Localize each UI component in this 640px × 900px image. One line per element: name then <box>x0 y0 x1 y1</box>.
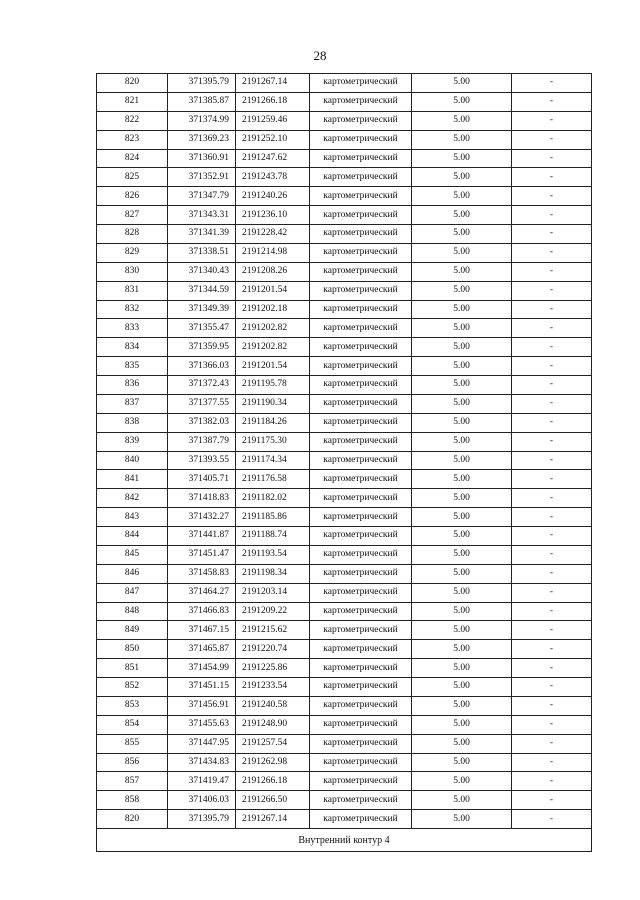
x-coordinate-cell: 371382.03 <box>168 413 236 432</box>
accuracy-cell: 5.00 <box>412 394 512 413</box>
description-cell: - <box>512 451 592 470</box>
method-cell: картометрический <box>310 715 412 734</box>
x-coordinate-cell: 371341.39 <box>168 225 236 244</box>
y-coordinate-cell: 2191220.74 <box>236 640 310 659</box>
y-coordinate-cell: 2191248.90 <box>236 715 310 734</box>
method-cell: картометрический <box>310 281 412 300</box>
accuracy-cell: 5.00 <box>412 753 512 772</box>
contour-label: Внутренний контур 4 <box>97 829 592 852</box>
table-row <box>97 243 592 262</box>
y-coordinate-cell: 2191203.14 <box>236 583 310 602</box>
point-number-cell: 822 <box>97 111 168 130</box>
description-cell: - <box>512 508 592 527</box>
point-number-cell: 841 <box>97 470 168 489</box>
point-number-cell: 832 <box>97 300 168 319</box>
point-number-cell: 827 <box>97 206 168 225</box>
x-coordinate-cell: 371434.83 <box>168 753 236 772</box>
accuracy-cell: 5.00 <box>412 187 512 206</box>
description-cell: - <box>512 791 592 810</box>
accuracy-cell: 5.00 <box>412 640 512 659</box>
x-coordinate-cell: 371393.55 <box>168 451 236 470</box>
y-coordinate-cell: 2191233.54 <box>236 678 310 697</box>
description-cell: - <box>512 696 592 715</box>
description-cell: - <box>512 432 592 451</box>
table-row <box>97 583 592 602</box>
table-row <box>97 791 592 810</box>
x-coordinate-cell: 371455.63 <box>168 715 236 734</box>
table-row <box>97 508 592 527</box>
description-cell: - <box>512 640 592 659</box>
point-number-cell: 824 <box>97 149 168 168</box>
table-row <box>97 111 592 130</box>
method-cell: картометрический <box>310 206 412 225</box>
y-coordinate-cell: 2191267.14 <box>236 810 310 829</box>
description-cell: - <box>512 583 592 602</box>
x-coordinate-cell: 371340.43 <box>168 262 236 281</box>
point-number-cell: 831 <box>97 281 168 300</box>
y-coordinate-cell: 2191185.86 <box>236 508 310 527</box>
description-cell: - <box>512 810 592 829</box>
point-number-cell: 842 <box>97 489 168 508</box>
description-cell: - <box>512 602 592 621</box>
y-coordinate-cell: 2191201.54 <box>236 357 310 376</box>
x-coordinate-cell: 371451.15 <box>168 678 236 697</box>
x-coordinate-cell: 371360.91 <box>168 149 236 168</box>
y-coordinate-cell: 2191266.50 <box>236 791 310 810</box>
method-cell: картометрический <box>310 545 412 564</box>
y-coordinate-cell: 2191266.18 <box>236 772 310 791</box>
y-coordinate-cell: 2191267.14 <box>236 74 310 93</box>
description-cell: - <box>512 621 592 640</box>
point-number-cell: 853 <box>97 696 168 715</box>
accuracy-cell: 5.00 <box>412 168 512 187</box>
y-coordinate-cell: 2191175.30 <box>236 432 310 451</box>
point-number-cell: 849 <box>97 621 168 640</box>
x-coordinate-cell: 371344.59 <box>168 281 236 300</box>
x-coordinate-cell: 371347.79 <box>168 187 236 206</box>
method-cell: картометрический <box>310 74 412 93</box>
method-cell: картометрический <box>310 149 412 168</box>
point-number-cell: 844 <box>97 527 168 546</box>
table-row <box>97 564 592 583</box>
point-number-cell: 823 <box>97 130 168 149</box>
table-row <box>97 74 592 93</box>
x-coordinate-cell: 371419.47 <box>168 772 236 791</box>
y-coordinate-cell: 2191195.78 <box>236 376 310 395</box>
method-cell: картометрический <box>310 243 412 262</box>
coordinates-table <box>96 73 592 852</box>
table-row <box>97 810 592 829</box>
y-coordinate-cell: 2191240.26 <box>236 187 310 206</box>
table-footer-row <box>97 829 592 852</box>
method-cell: картометрический <box>310 678 412 697</box>
method-cell: картометрический <box>310 394 412 413</box>
x-coordinate-cell: 371369.23 <box>168 130 236 149</box>
point-number-cell: 836 <box>97 376 168 395</box>
accuracy-cell: 5.00 <box>412 678 512 697</box>
x-coordinate-cell: 371372.43 <box>168 376 236 395</box>
y-coordinate-cell: 2191193.54 <box>236 545 310 564</box>
y-coordinate-cell: 2191257.54 <box>236 734 310 753</box>
method-cell: картометрический <box>310 338 412 357</box>
table-row <box>97 300 592 319</box>
accuracy-cell: 5.00 <box>412 92 512 111</box>
accuracy-cell: 5.00 <box>412 810 512 829</box>
x-coordinate-cell: 371343.31 <box>168 206 236 225</box>
y-coordinate-cell: 2191202.82 <box>236 338 310 357</box>
method-cell: картометрический <box>310 376 412 395</box>
table-row <box>97 413 592 432</box>
method-cell: картометрический <box>310 659 412 678</box>
method-cell: картометрический <box>310 508 412 527</box>
x-coordinate-cell: 371395.79 <box>168 74 236 93</box>
table-row <box>97 394 592 413</box>
accuracy-cell: 5.00 <box>412 470 512 489</box>
y-coordinate-cell: 2191243.78 <box>236 168 310 187</box>
point-number-cell: 855 <box>97 734 168 753</box>
point-number-cell: 820 <box>97 810 168 829</box>
description-cell: - <box>512 545 592 564</box>
accuracy-cell: 5.00 <box>412 338 512 357</box>
method-cell: картометрический <box>310 470 412 489</box>
accuracy-cell: 5.00 <box>412 413 512 432</box>
table-row <box>97 130 592 149</box>
accuracy-cell: 5.00 <box>412 602 512 621</box>
method-cell: картометрический <box>310 262 412 281</box>
description-cell: - <box>512 734 592 753</box>
point-number-cell: 851 <box>97 659 168 678</box>
table-row <box>97 281 592 300</box>
description-cell: - <box>512 300 592 319</box>
table-row <box>97 545 592 564</box>
page-number: 28 <box>313 48 327 63</box>
point-number-cell: 852 <box>97 678 168 697</box>
method-cell: картометрический <box>310 564 412 583</box>
accuracy-cell: 5.00 <box>412 432 512 451</box>
method-cell: картометрический <box>310 300 412 319</box>
x-coordinate-cell: 371432.27 <box>168 508 236 527</box>
table-row <box>97 640 592 659</box>
description-cell: - <box>512 489 592 508</box>
point-number-cell: 846 <box>97 564 168 583</box>
accuracy-cell: 5.00 <box>412 696 512 715</box>
description-cell: - <box>512 376 592 395</box>
description-cell: - <box>512 678 592 697</box>
x-coordinate-cell: 371464.27 <box>168 583 236 602</box>
description-cell: - <box>512 74 592 93</box>
x-coordinate-cell: 371385.87 <box>168 92 236 111</box>
table-row <box>97 715 592 734</box>
method-cell: картометрический <box>310 734 412 753</box>
accuracy-cell: 5.00 <box>412 659 512 678</box>
description-cell: - <box>512 413 592 432</box>
x-coordinate-cell: 371456.91 <box>168 696 236 715</box>
description-cell: - <box>512 564 592 583</box>
point-number-cell: 820 <box>97 74 168 93</box>
y-coordinate-cell: 2191215.62 <box>236 621 310 640</box>
description-cell: - <box>512 527 592 546</box>
point-number-cell: 847 <box>97 583 168 602</box>
table-row <box>97 470 592 489</box>
point-number-cell: 825 <box>97 168 168 187</box>
method-cell: картометрический <box>310 451 412 470</box>
y-coordinate-cell: 2191228.42 <box>236 225 310 244</box>
method-cell: картометрический <box>310 111 412 130</box>
table-row <box>97 149 592 168</box>
table-row <box>97 659 592 678</box>
method-cell: картометрический <box>310 489 412 508</box>
method-cell: картометрический <box>310 753 412 772</box>
table-row <box>97 262 592 281</box>
y-coordinate-cell: 2191182.02 <box>236 489 310 508</box>
accuracy-cell: 5.00 <box>412 508 512 527</box>
y-coordinate-cell: 2191176.58 <box>236 470 310 489</box>
method-cell: картометрический <box>310 810 412 829</box>
method-cell: картометрический <box>310 791 412 810</box>
table-row <box>97 602 592 621</box>
description-cell: - <box>512 357 592 376</box>
accuracy-cell: 5.00 <box>412 621 512 640</box>
point-number-cell: 821 <box>97 92 168 111</box>
point-number-cell: 829 <box>97 243 168 262</box>
description-cell: - <box>512 470 592 489</box>
y-coordinate-cell: 2191202.82 <box>236 319 310 338</box>
y-coordinate-cell: 2191174.34 <box>236 451 310 470</box>
table-row <box>97 734 592 753</box>
accuracy-cell: 5.00 <box>412 734 512 753</box>
y-coordinate-cell: 2191184.26 <box>236 413 310 432</box>
accuracy-cell: 5.00 <box>412 357 512 376</box>
y-coordinate-cell: 2191202.18 <box>236 300 310 319</box>
method-cell: картометрический <box>310 583 412 602</box>
point-number-cell: 826 <box>97 187 168 206</box>
y-coordinate-cell: 2191247.62 <box>236 149 310 168</box>
method-cell: картометрический <box>310 621 412 640</box>
y-coordinate-cell: 2191236.10 <box>236 206 310 225</box>
accuracy-cell: 5.00 <box>412 545 512 564</box>
table-row <box>97 168 592 187</box>
coordinates-table-body <box>97 74 592 829</box>
y-coordinate-cell: 2191208.26 <box>236 262 310 281</box>
table-row <box>97 772 592 791</box>
x-coordinate-cell: 371466.83 <box>168 602 236 621</box>
table-row <box>97 206 592 225</box>
table-row <box>97 451 592 470</box>
x-coordinate-cell: 371352.91 <box>168 168 236 187</box>
point-number-cell: 858 <box>97 791 168 810</box>
description-cell: - <box>512 225 592 244</box>
x-coordinate-cell: 371374.99 <box>168 111 236 130</box>
x-coordinate-cell: 371387.79 <box>168 432 236 451</box>
description-cell: - <box>512 659 592 678</box>
accuracy-cell: 5.00 <box>412 715 512 734</box>
x-coordinate-cell: 371359.95 <box>168 338 236 357</box>
point-number-cell: 840 <box>97 451 168 470</box>
point-number-cell: 854 <box>97 715 168 734</box>
accuracy-cell: 5.00 <box>412 376 512 395</box>
description-cell: - <box>512 338 592 357</box>
method-cell: картометрический <box>310 130 412 149</box>
accuracy-cell: 5.00 <box>412 149 512 168</box>
method-cell: картометрический <box>310 225 412 244</box>
method-cell: картометрический <box>310 602 412 621</box>
point-number-cell: 845 <box>97 545 168 564</box>
table-row <box>97 527 592 546</box>
accuracy-cell: 5.00 <box>412 772 512 791</box>
table-row <box>97 376 592 395</box>
method-cell: картометрический <box>310 187 412 206</box>
accuracy-cell: 5.00 <box>412 319 512 338</box>
table-row <box>97 432 592 451</box>
table-row <box>97 696 592 715</box>
point-number-cell: 857 <box>97 772 168 791</box>
accuracy-cell: 5.00 <box>412 583 512 602</box>
accuracy-cell: 5.00 <box>412 489 512 508</box>
x-coordinate-cell: 371441.87 <box>168 527 236 546</box>
y-coordinate-cell: 2191198.34 <box>236 564 310 583</box>
description-cell: - <box>512 394 592 413</box>
point-number-cell: 830 <box>97 262 168 281</box>
method-cell: картометрический <box>310 92 412 111</box>
x-coordinate-cell: 371405.71 <box>168 470 236 489</box>
y-coordinate-cell: 2191259.46 <box>236 111 310 130</box>
description-cell: - <box>512 319 592 338</box>
method-cell: картометрический <box>310 413 412 432</box>
description-cell: - <box>512 149 592 168</box>
accuracy-cell: 5.00 <box>412 564 512 583</box>
y-coordinate-cell: 2191240.58 <box>236 696 310 715</box>
table-row <box>97 489 592 508</box>
table-row <box>97 319 592 338</box>
accuracy-cell: 5.00 <box>412 281 512 300</box>
accuracy-cell: 5.00 <box>412 300 512 319</box>
point-number-cell: 834 <box>97 338 168 357</box>
accuracy-cell: 5.00 <box>412 130 512 149</box>
y-coordinate-cell: 2191201.54 <box>236 281 310 300</box>
x-coordinate-cell: 371338.51 <box>168 243 236 262</box>
point-number-cell: 850 <box>97 640 168 659</box>
table-row <box>97 357 592 376</box>
table-row <box>97 187 592 206</box>
accuracy-cell: 5.00 <box>412 791 512 810</box>
method-cell: картометрический <box>310 168 412 187</box>
x-coordinate-cell: 371406.03 <box>168 791 236 810</box>
y-coordinate-cell: 2191209.22 <box>236 602 310 621</box>
point-number-cell: 856 <box>97 753 168 772</box>
point-number-cell: 833 <box>97 319 168 338</box>
x-coordinate-cell: 371395.79 <box>168 810 236 829</box>
description-cell: - <box>512 753 592 772</box>
accuracy-cell: 5.00 <box>412 451 512 470</box>
x-coordinate-cell: 371366.03 <box>168 357 236 376</box>
description-cell: - <box>512 715 592 734</box>
accuracy-cell: 5.00 <box>412 74 512 93</box>
table-row <box>97 338 592 357</box>
point-number-cell: 828 <box>97 225 168 244</box>
description-cell: - <box>512 168 592 187</box>
accuracy-cell: 5.00 <box>412 243 512 262</box>
y-coordinate-cell: 2191252.10 <box>236 130 310 149</box>
x-coordinate-cell: 371454.99 <box>168 659 236 678</box>
x-coordinate-cell: 371418.83 <box>168 489 236 508</box>
method-cell: картометрический <box>310 319 412 338</box>
method-cell: картометрический <box>310 640 412 659</box>
method-cell: картометрический <box>310 527 412 546</box>
x-coordinate-cell: 371377.55 <box>168 394 236 413</box>
table-row <box>97 92 592 111</box>
description-cell: - <box>512 772 592 791</box>
y-coordinate-cell: 2191214.98 <box>236 243 310 262</box>
description-cell: - <box>512 130 592 149</box>
accuracy-cell: 5.00 <box>412 262 512 281</box>
y-coordinate-cell: 2191188.74 <box>236 527 310 546</box>
x-coordinate-cell: 371467.15 <box>168 621 236 640</box>
y-coordinate-cell: 2191266.18 <box>236 92 310 111</box>
method-cell: картометрический <box>310 432 412 451</box>
accuracy-cell: 5.00 <box>412 111 512 130</box>
point-number-cell: 838 <box>97 413 168 432</box>
description-cell: - <box>512 243 592 262</box>
table-row <box>97 225 592 244</box>
description-cell: - <box>512 281 592 300</box>
accuracy-cell: 5.00 <box>412 527 512 546</box>
description-cell: - <box>512 187 592 206</box>
point-number-cell: 848 <box>97 602 168 621</box>
table-row <box>97 621 592 640</box>
method-cell: картометрический <box>310 357 412 376</box>
x-coordinate-cell: 371447.95 <box>168 734 236 753</box>
x-coordinate-cell: 371349.39 <box>168 300 236 319</box>
x-coordinate-cell: 371465.87 <box>168 640 236 659</box>
point-number-cell: 837 <box>97 394 168 413</box>
description-cell: - <box>512 262 592 281</box>
x-coordinate-cell: 371355.47 <box>168 319 236 338</box>
x-coordinate-cell: 371451.47 <box>168 545 236 564</box>
point-number-cell: 835 <box>97 357 168 376</box>
description-cell: - <box>512 92 592 111</box>
description-cell: - <box>512 111 592 130</box>
x-coordinate-cell: 371458.83 <box>168 564 236 583</box>
method-cell: картометрический <box>310 772 412 791</box>
accuracy-cell: 5.00 <box>412 206 512 225</box>
accuracy-cell: 5.00 <box>412 225 512 244</box>
description-cell: - <box>512 206 592 225</box>
y-coordinate-cell: 2191262.98 <box>236 753 310 772</box>
point-number-cell: 839 <box>97 432 168 451</box>
y-coordinate-cell: 2191190.34 <box>236 394 310 413</box>
y-coordinate-cell: 2191225.86 <box>236 659 310 678</box>
table-row <box>97 678 592 697</box>
method-cell: картометрический <box>310 696 412 715</box>
point-number-cell: 843 <box>97 508 168 527</box>
table-row <box>97 753 592 772</box>
